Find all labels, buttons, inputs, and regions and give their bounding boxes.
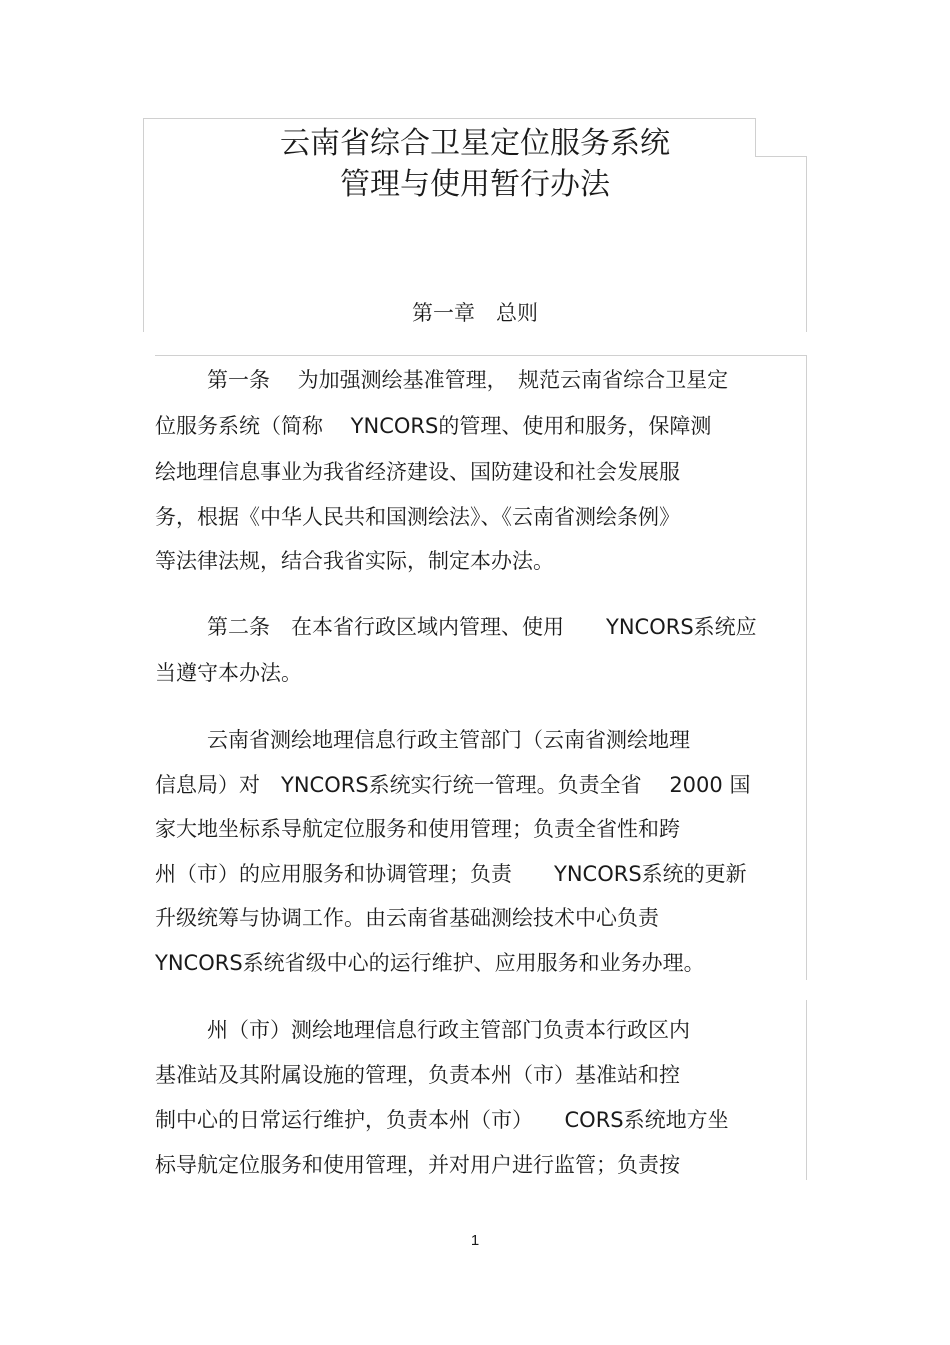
article-1-line: 第一条 为加强测绘基准管理， 规范云南省综合卫星定: [207, 368, 729, 392]
paragraph-4-line: 制中心的日常运行维护，负责本州（市） CORS系统地方坐: [155, 1108, 729, 1132]
document-title-line1: 云南省综合卫星定位服务系统: [280, 126, 670, 161]
paragraph-4-line: 州（市）测绘地理信息行政主管部门负责本行政区内: [207, 1018, 690, 1042]
article-1-line: 等法律法规，结合我省实际，制定本办法。: [155, 549, 554, 573]
chapter-heading: 第一章 总则: [412, 301, 538, 325]
paragraph-4-line: 基准站及其附属设施的管理，负责本州（市）基准站和控: [155, 1063, 680, 1087]
page-number: 1: [470, 1232, 480, 1249]
article-1-line: 务，根据《中华人民共和国测绘法》、《云南省测绘条例》: [155, 505, 680, 529]
paragraph-3-line: 升级统筹与协调工作。由云南省基础测绘技术中心负责: [155, 906, 659, 930]
paragraph-3-line: YNCORS系统省级中心的运行维护、应用服务和业务办理。: [155, 951, 705, 975]
paragraph-3-line: 州（市）的应用服务和协调管理；负责 YNCORS系统的更新: [155, 862, 747, 886]
article-2-line: 第二条 在本省行政区域内管理、使用 YNCORS系统应: [207, 615, 757, 639]
article-2-line: 当遵守本办法。: [155, 661, 302, 685]
article-1-line: 位服务系统（简称 YNCORS的管理、使用和服务，保障测: [155, 414, 712, 438]
paragraph-4-line: 标导航定位服务和使用管理，并对用户进行监管；负责按: [155, 1153, 680, 1177]
document-title-line2: 管理与使用暂行办法: [340, 167, 610, 202]
paragraph-3-line: 云南省测绘地理信息行政主管部门（云南省测绘地理: [207, 728, 690, 752]
paragraph-3-line: 家大地坐标系导航定位服务和使用管理；负责全省性和跨: [155, 817, 680, 841]
frame-top-line: [143, 118, 756, 119]
frame-right-line-lower: [806, 355, 807, 980]
article-1-line: 绘地理信息事业为我省经济建设、国防建设和社会发展服: [155, 460, 680, 484]
paragraph-3-line: 信息局）对 YNCORS系统实行统一管理。负责全省 2000 国: [155, 773, 751, 797]
frame-right-line-bottom: [806, 1000, 807, 1180]
frame-divider-line: [155, 355, 807, 356]
